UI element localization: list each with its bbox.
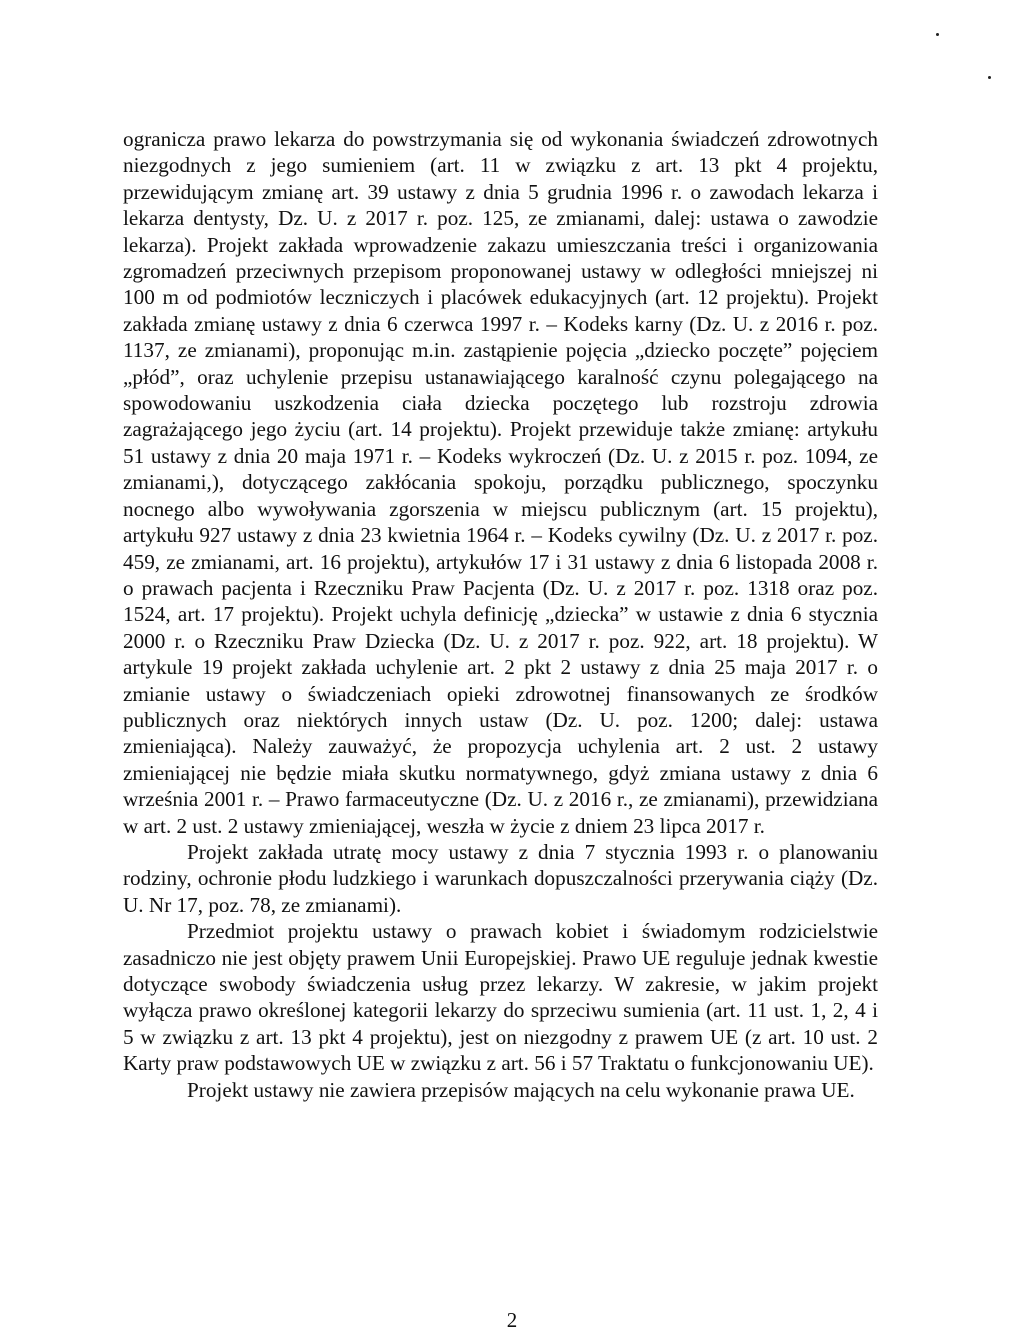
paragraph: ogranicza prawo lekarza do powstrzymania się od wykonania świadczeń zdrowotnych niezgodnych z jego sumieniem (art. 11 w związku z art. 13 pkt 4 projektu, przewidującym zmianę art. 39 ustawy z dnia 5 grudnia 1996 r. o zawodach lekarza i lekarza dentysty, Dz. U. z 2017 r. poz. 125, ze zmianami, dalej: ustawa o zawodzie lekarza). Projekt zakłada wprowadzenie zakazu umieszczania treści i organizowania zgromadzeń przeciwnych przepisom proponowanej ustawy w odległości mniejszej ni 100 m od podmiotów leczniczych i placówek edukacyjnych (art. 12 projektu). Projekt zakłada zmianę ustawy z dnia 6 czerwca 1997 r. – Kodeks karny (Dz. U. z 2016 r. poz. 1137, ze zmianami), proponując m.in. zastąpienie pojęcia „dziecko poczęte” pojęciem „płód”, oraz uchylenie przepisu ustanawiającego karalność czynu polegającego na spowodowaniu uszkodzenia ciała dziecka poczętego lub rozstroju zdrowia zagrażającego jego życiu (art. 14 projektu). Projekt przewiduje także zmianę: artykułu 51 ustawy z dnia 20 maja 1971 r. – Kodeks wykroczeń (Dz. U. z 2015 r. poz. 1094, ze zmianami,), dotyczącego zakłócania spokoju, porządku publicznego, spoczynku nocnego albo wywoływania zgorszenia w miejscu publicznym (art. 15 projektu), artykułu 927 ustawy z dnia 23 kwietnia 1964 r. – Kodeks cywilny (Dz. U. z 2017 r. poz. 459, ze zmianami, art. 16 projektu), artykułów 17 i 31 ustawy z dnia 6 listopada 2008 r. o prawach pacjenta i Rzeczniku Praw Pacjenta (Dz. U. z 2017 r. poz. 1318 oraz poz. 1524, art. 17 projektu). Projekt uchyla definicję „dziecka” w ustawie z dnia 6 stycznia 2000 r. o Rzeczniku Praw Dziecka (Dz. U. z 2017 r. poz. 922, art. 18 projektu). W artykule 19 projekt zakłada uchylenie art. 2 pkt 2 ustawy z dnia 25 maja 2017 r. o zmianie ustawy o świadczeniach opieki zdrowotnej finansowanych ze środków publicznych oraz niektórych innych ustaw (Dz. U. poz. 1200; dalej: ustawa zmieniająca). Należy zauważyć, że propozycja uchylenia art. 2 ust. 2 ustawy zmieniającej nie będzie miała skutku normatywnego, gdyż zmiana ustawy z dnia 6 września 2001 r. – Prawo farmaceutyczne (Dz. U. z 2016 r., ze zmianami), przewidziana w art. 2 ust. 2 ustawy zmieniającej, weszła w życie z dniem 23 lipca 2017 r. bbox=[123, 127, 878, 838]
paragraph: Przedmiot projektu ustawy o prawach kobiet i świadomym rodzicielstwie zasadniczo nie jest objęty prawem Unii Europejskiej. Prawo UE reguluje jednak kwestie dotyczące swobody świadczenia usług przez lekarzy. W zakresie, w jakim projekt wyłącza prawo określonej kategorii lekarzy do sprzeciwu sumienia (art. 11 ust. 1, 2, 4 i 5 w związku z art. 13 pkt 4 projektu), jest on niezgodny z prawem UE (z art. 10 ust. 2 Karty praw podstawowych UE w związku z art. 56 i 57 Traktatu o funkcjonowaniu UE). bbox=[123, 919, 878, 1076]
document-body bbox=[123, 126, 878, 1103]
paragraph: Projekt ustawy nie zawiera przepisów mających na celu wykonanie prawa UE. bbox=[187, 1077, 855, 1102]
scan-speck bbox=[988, 76, 991, 79]
paragraph: Projekt zakłada utratę mocy ustawy z dnia 7 stycznia 1993 r. o planowaniu rodziny, ochronie płodu ludzkiego i warunkach dopuszczalności przerywania ciąży (Dz. U. Nr 17, poz. 78, ze zmianami). bbox=[123, 839, 878, 917]
scan-speck bbox=[936, 33, 939, 36]
page-number: 2 bbox=[506, 1308, 518, 1332]
